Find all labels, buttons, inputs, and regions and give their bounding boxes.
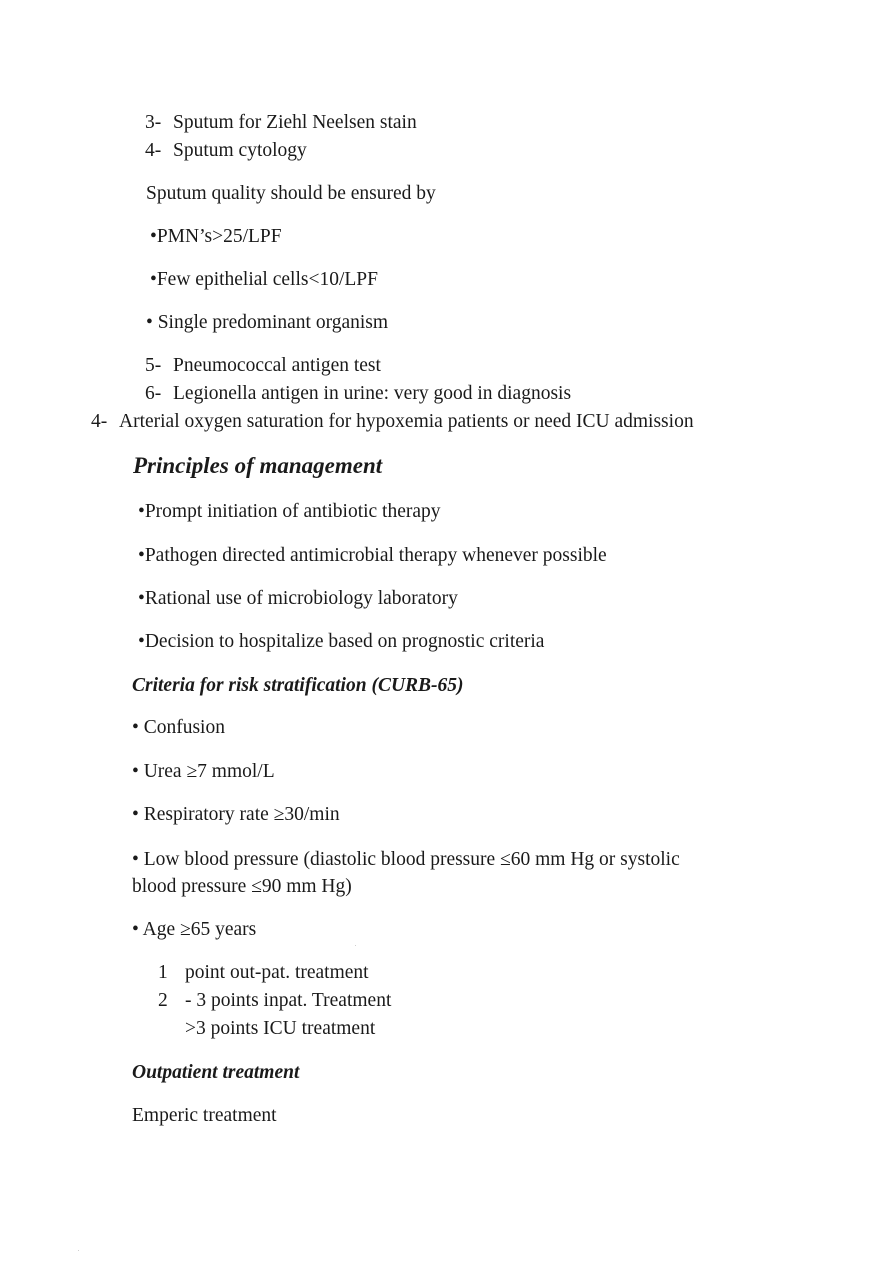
list-number: 6- [145,383,162,404]
criterion-age: • Age ≥65 years [132,919,257,940]
criterion-urea: • Urea ≥7 mmol/L [132,761,275,782]
score-row-2 [158,989,391,1013]
score-text: - 3 points inpat. Treatment [185,990,392,1011]
principle-bullet-microbiology: •Rational use of microbiology laboratory [138,588,458,609]
list-item-text: Legionella antigen in urine: very good in diagnosis [173,383,572,404]
quality-bullet-pmn: •PMN’s>25/LPF [150,226,282,247]
list-item-pneumococcal [145,354,381,378]
score-number: 1 [158,962,168,983]
criterion-blood-pressure: • Low blood pressure (diastolic blood pressure ≤60 mm Hg or systolic [132,849,680,870]
score-row-3 [158,1017,375,1041]
criterion-confusion: • Confusion [132,717,225,738]
list-number: 4- [145,140,162,161]
principle-bullet-hospitalize: •Decision to hospitalize based on prognostic criteria [138,631,545,652]
principle-bullet-pathogen: •Pathogen directed antimicrobial therapy whenever possible [138,545,607,566]
score-text: >3 points ICU treatment [185,1018,376,1039]
scan-speck [355,945,356,946]
outpatient-text: Emperic treatment [132,1105,277,1126]
criterion-respiratory-rate: • Respiratory rate ≥30/min [132,804,340,825]
outpatient-heading: Outpatient treatment [132,1062,300,1083]
list-item-legionella [145,382,571,406]
list-item-sputum-zn [145,111,417,135]
list-item-text: Sputum for Ziehl Neelsen stain [173,112,417,133]
list-number: 3- [145,112,162,133]
score-text: point out-pat. treatment [185,962,369,983]
sputum-quality-intro: Sputum quality should be ensured by [146,183,436,204]
list-number: 4- [91,411,108,432]
list-item-sputum-cytology [145,139,307,163]
curb65-heading: Criteria for risk stratification (CURB-65) [132,675,464,696]
score-row-1 [158,961,369,985]
quality-bullet-organism: • Single predominant organism [146,312,389,333]
list-item-text: Pneumococcal antigen test [173,355,381,376]
quality-bullet-epithelial: •Few epithelial cells<10/LPF [150,269,378,290]
principles-heading: Principles of management [133,453,383,478]
list-item-text: Sputum cytology [173,140,307,161]
scan-speck [78,1250,79,1251]
list-number: 5- [145,355,162,376]
list-item-arterial-oxygen [91,410,694,434]
criterion-blood-pressure-cont: blood pressure ≤90 mm Hg) [132,876,352,897]
principle-bullet-antibiotic: •Prompt initiation of antibiotic therapy [138,501,441,522]
score-number: 2 [158,990,168,1011]
list-item-text: Arterial oxygen saturation for hypoxemia patients or need ICU admission [119,411,694,432]
